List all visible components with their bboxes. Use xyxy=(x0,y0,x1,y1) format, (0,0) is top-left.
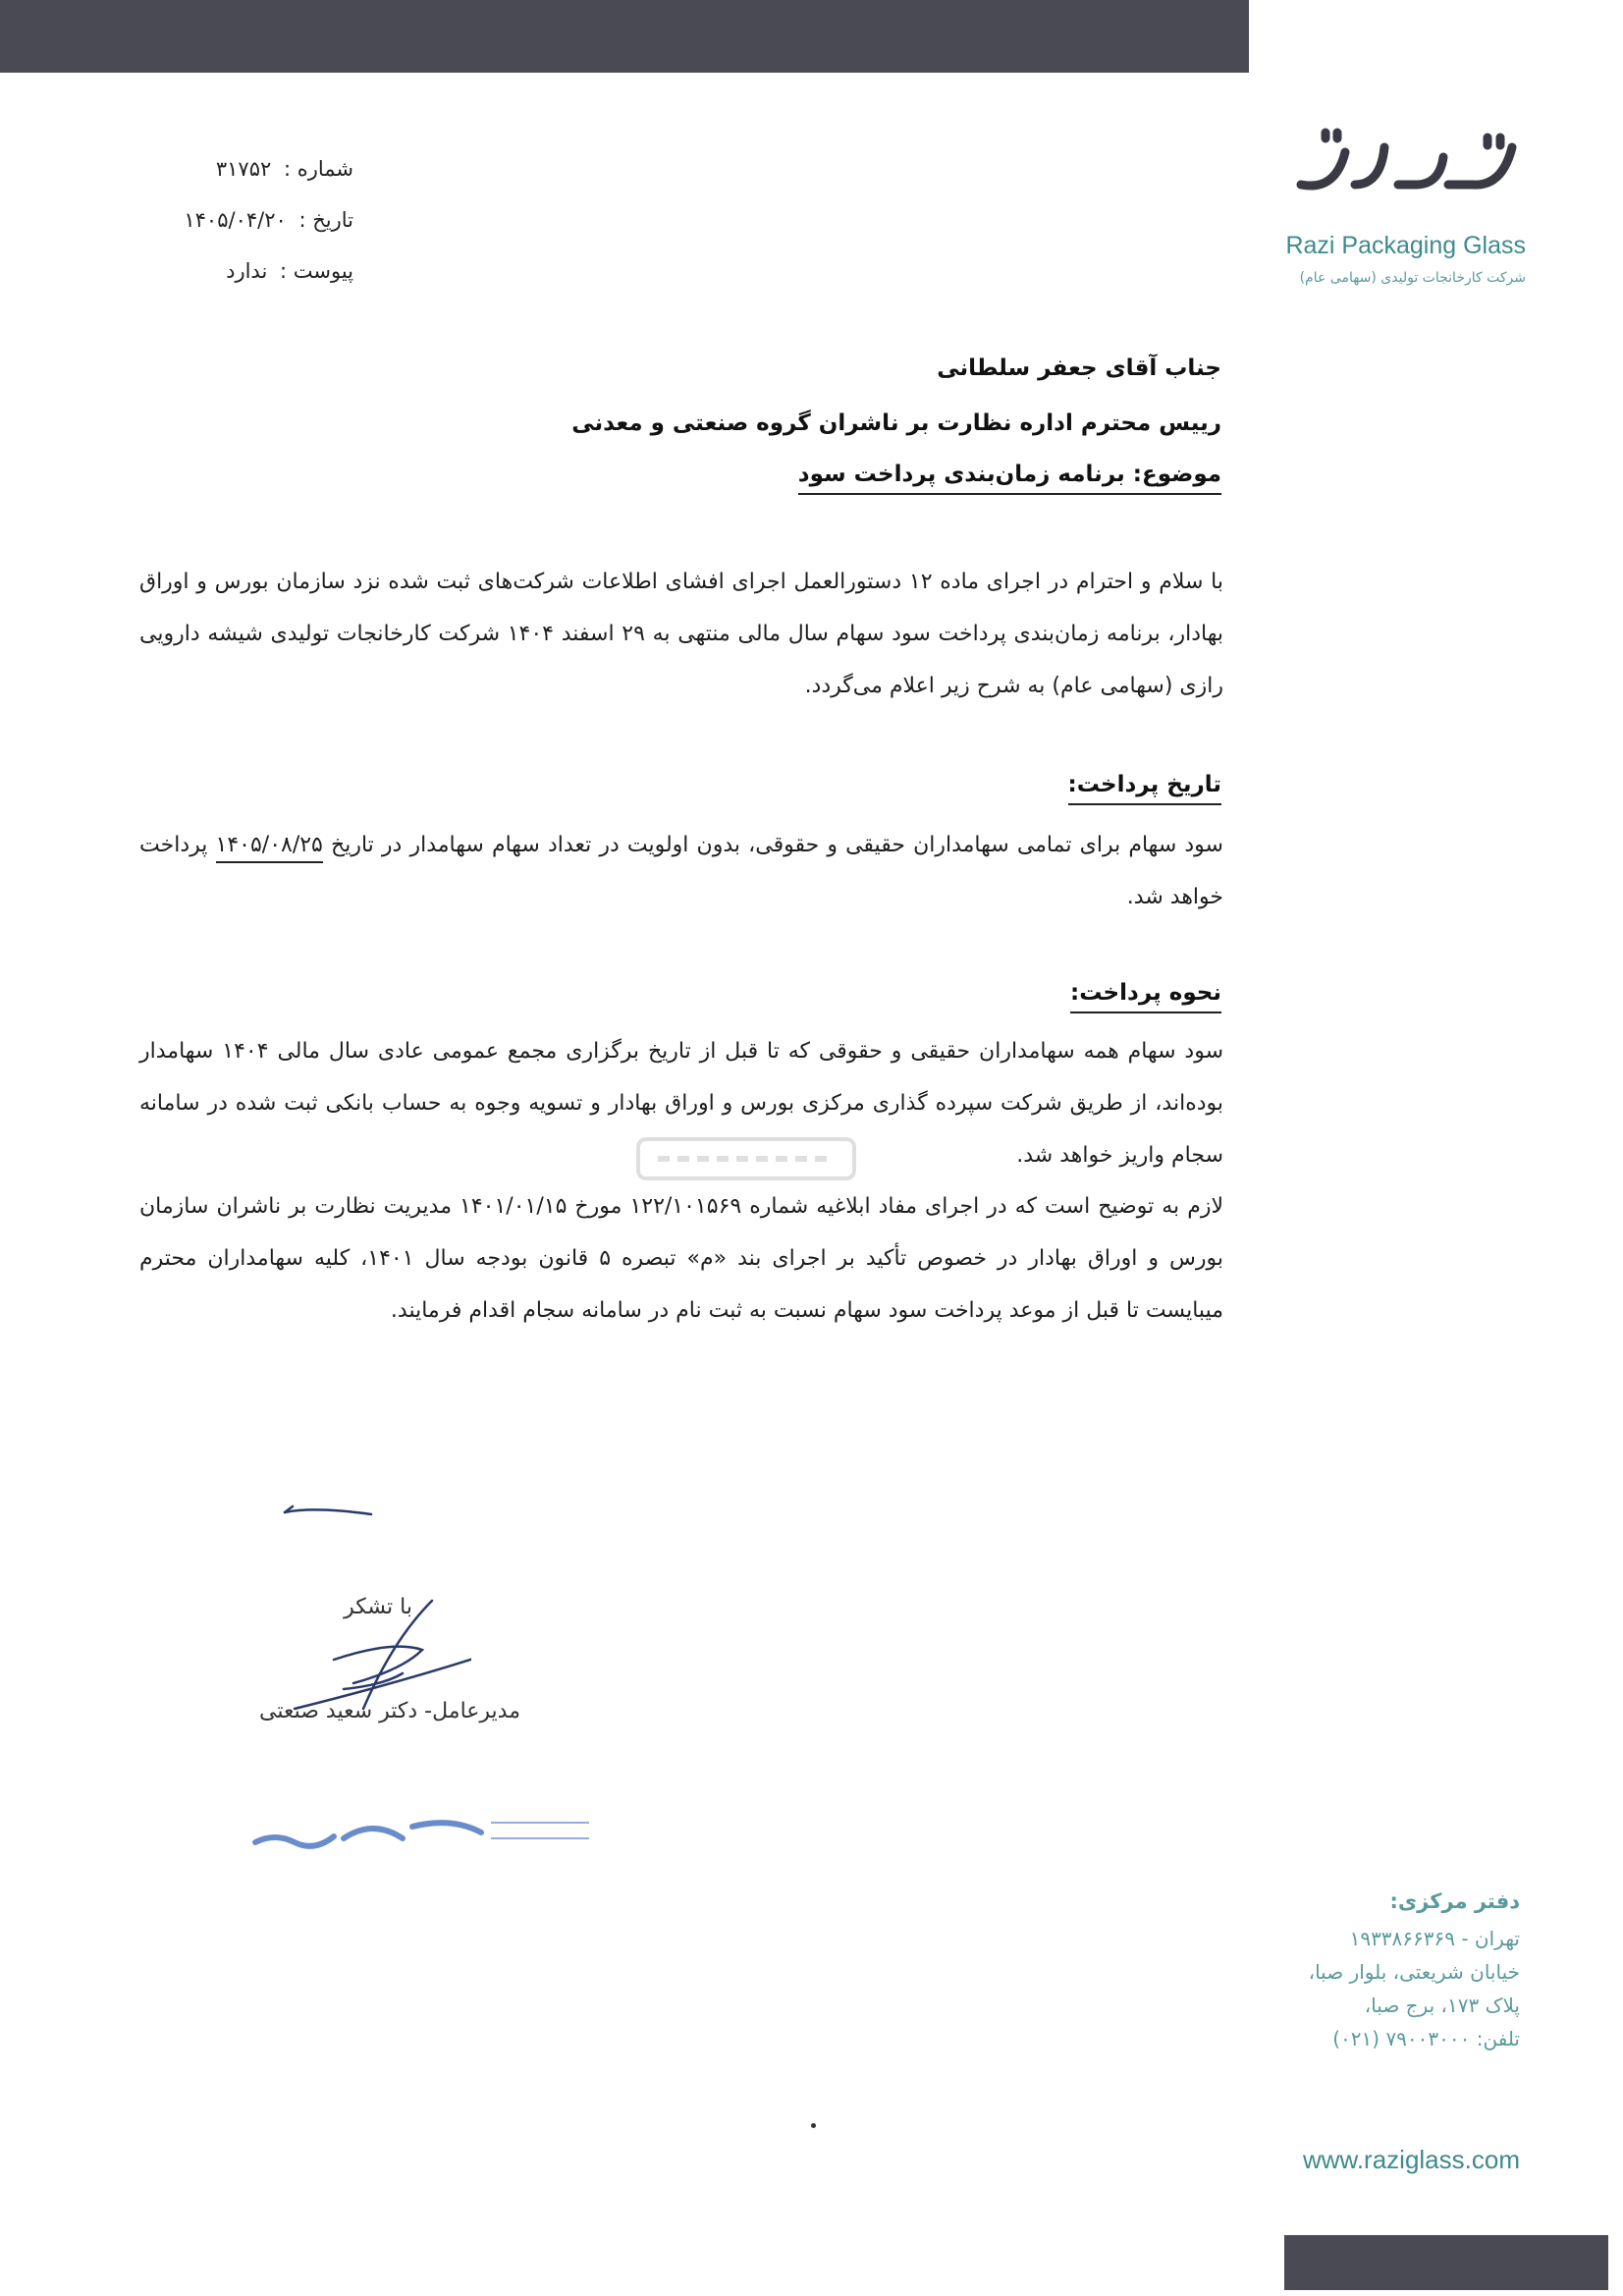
signer-name: مدیرعامل- دکتر سعید صنعتی xyxy=(259,1699,520,1723)
address-line: تهران - ۱۹۳۳۸۶۶۳۶۹ xyxy=(1349,1927,1520,1950)
letter-date xyxy=(118,208,353,232)
letter-number-value: ۳۱۷۵۲ xyxy=(215,157,272,181)
letter-number xyxy=(118,157,353,181)
address-line: تلفن: ۷۹۰۰۳۰۰۰ (۰۲۱) xyxy=(1332,2027,1520,2050)
letter-attachment xyxy=(118,259,353,283)
footer-bar xyxy=(1284,2235,1608,2290)
letter-attachment-value: ندارد xyxy=(226,259,268,283)
payment-date-paragraph xyxy=(139,819,1223,923)
company-stamp-icon xyxy=(245,1803,599,1858)
brand-name-english: Razi Packaging Glass xyxy=(1285,232,1526,259)
letter-date-value: ۱۴۰۵/۰۴/۲۰ xyxy=(184,208,287,232)
payment-method-paragraph-2: لازم به توضیح است که در اجرای مفاد ابلاغیه شماره ۱۲۲/۱۰۱۵۶۹ مورخ ۱۴۰۱/۰۱/۱۵ مدیریت نظارت بر ناشران سازمان بورس و اوراق بهادار در خصوص تأکید بر اجرای بند «م» تبصره ۵ قانون بودجه سال ۱۴۰۱، کلیه سهامداران محترم میبایست تا قبل از موعد پرداخت سود سهام نسبت به ثبت نام در سامانه سجام اقدام فرمایند. xyxy=(139,1194,1223,1323)
payment-date-text-before: سود سهام برای تمامی سهامداران حقیقی و حقوقی، بدون اولویت در تعداد سهام سهامدار در تاریخ xyxy=(322,833,1223,857)
payment-date-text-after: پرداخت خواهد شد. xyxy=(139,833,1223,909)
closing-phrase: با تشکر xyxy=(344,1595,412,1619)
addressee-title: رییس محترم اداره نظارت بر ناشران گروه صنعتی و معدنی xyxy=(571,410,1221,436)
address-line: خیابان شریعتی، بلوار صبا، xyxy=(1308,1960,1520,1984)
letter-attachment-label: پیوست : xyxy=(280,259,353,283)
office-title: دفتر مرکزی: xyxy=(1389,1889,1520,1913)
website-link[interactable]: www.raziglass.com xyxy=(1302,2145,1520,2174)
addressee-name: جناب آقای جعفر سلطانی xyxy=(937,355,1221,381)
address-line: پلاک ۱۷۳، برج صبا، xyxy=(1364,1994,1520,2017)
subject-label: موضوع: xyxy=(1132,462,1221,487)
payment-method-heading: نحوه پرداخت: xyxy=(982,980,1221,1006)
payment-method-paragraph-1: سود سهام همه سهامداران حقیقی و حقوقی که تا قبل از تاریخ برگزاری مجمع عمومی عادی سال مالی ۱۴۰۴ سهامدار بوده‌اند، از طریق شرکت سپرده گذاری مرکزی بورس و اوراق بهادار و تسویه وجوه به حساب بانکی ثبت شده در سامانه سجام واریز خواهد شد. xyxy=(139,1039,1224,1168)
letter-number-label: شماره : xyxy=(283,157,353,181)
stray-dot xyxy=(811,2123,816,2128)
payment-date-value: ۱۴۰۵/۰۸/۲۵ xyxy=(216,833,323,863)
letter-date-label: تاریخ : xyxy=(298,208,353,232)
payment-date-heading: تاریخ پرداخت: xyxy=(982,772,1221,797)
watermark-logo-icon xyxy=(628,1129,864,1188)
intro-paragraph: با سلام و احترام در اجرای ماده ۱۲ دستورالعمل اجرای افشای اطلاعات شرکت‌های ثبت شده نزد سازمان بورس و اوراق بهادار، برنامه زمان‌بندی پرداخت سود سهام سال مالی منتهی به ۲۹ اسفند ۱۴۰۴ شرکت کارخانجات تولیدی شیشه دارویی رازی (سهامی عام) به شرح زیر اعلام می‌گردد. xyxy=(139,570,1224,698)
razi-logo-icon xyxy=(1286,118,1532,206)
brand-subtitle: شرکت کارخانجات تولیدی (سهامی عام) xyxy=(1299,270,1526,286)
letter-subject xyxy=(550,462,1221,487)
header-bar xyxy=(0,0,1249,73)
subject-text: برنامه زمان‌بندی پرداخت سود xyxy=(797,462,1125,487)
